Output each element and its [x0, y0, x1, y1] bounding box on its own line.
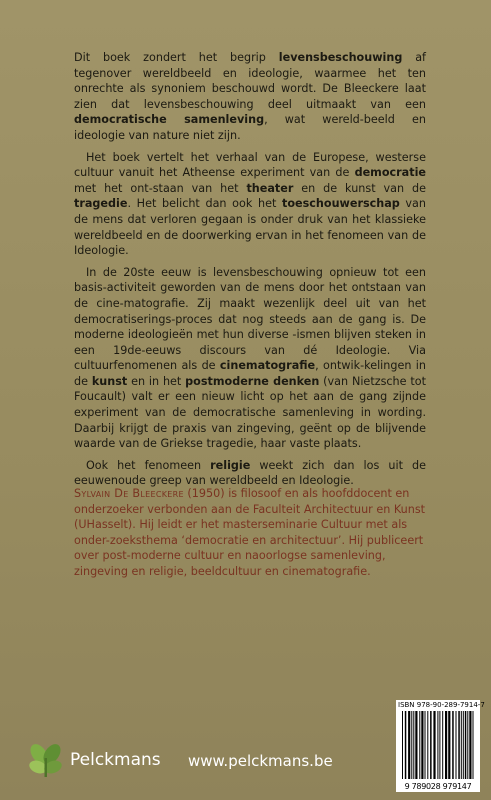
emphasis-term: tragedie	[74, 197, 128, 211]
author-bio	[74, 486, 426, 580]
isbn-number: ISBN 978-90-289-7914-7	[398, 701, 485, 709]
publisher-url[interactable]: www.pelckmans.be	[188, 752, 333, 770]
emphasis-term: levensbeschouwing	[278, 51, 403, 64]
text-run: In de 20ste eeuw is levensbeschouwing opnieuw tot een basis-activiteit geworden van de mens door het ontstaan van de cine-matografie. Zij maakt wezenlijk deel uit van het democratiserings-proces dat nog steeds aan de gang is. De moderne ideologieën met hun diverse -ismen blijven steken in een 19de-eeuws discours van dé Ideologie. Via cultuurfenomenen als de	[74, 265, 426, 373]
text-run: , wat wereld-beeld en ideologie van nature niet zijn.	[74, 113, 426, 142]
publisher-name: Pelckmans	[70, 750, 161, 770]
isbn-barcode	[396, 700, 485, 792]
text-run: (van Nietzsche tot Foucault) valt er een nieuw licht op het aan de gang zijnde experiment van de democratische samenleving in wording. Daarbij krijgt de praxis van zingeving, geënt op de blijvende waarde van de Griekse tragedie, haar vaste plaats.	[74, 374, 426, 451]
description-paragraph-3	[74, 265, 426, 452]
text-run: Ook het fenomeen	[86, 458, 211, 472]
emphasis-term: democratie	[354, 166, 426, 180]
description-paragraph-4	[74, 458, 426, 489]
author-bio-text: (1950) is filosoof en als hoofddocent en onderzoeker verbonden aan de Faculteit Architectuur en Kunst (UHasselt). Hij leidt er het masterseminarie Cultuur met als onder-zoeksthema ‘democratie en architectuur’. Hij publiceert over post-moderne cultuur en naoorlogse samenleving, zingeving en religie, beeldcultuur en cinematografie.	[74, 487, 426, 578]
emphasis-term: kunst	[91, 374, 128, 388]
book-description	[74, 50, 426, 495]
barcode-digits: 9 789028 979147	[404, 782, 472, 791]
text-run: . Het belicht dan ook het	[127, 197, 282, 211]
text-run: en in het	[127, 374, 186, 388]
text-run: van de mens dat verloren gegaan is onder druk van het klassieke wereldbeeld en de doorwerking ervan in het fenomeen van de Ideologie.	[74, 197, 426, 258]
emphasis-term: religie	[210, 458, 251, 472]
emphasis-term: cinematografie	[219, 359, 316, 373]
text-run: Het boek vertelt het verhaal van de Europese, westerse cultuur vanuit het Atheense experiment van de	[74, 150, 426, 180]
emphasis-term: democratische samenleving	[74, 113, 265, 127]
text-run: , ontwik-kelingen in de	[74, 359, 426, 388]
description-paragraph-2	[74, 150, 426, 259]
description-paragraph-1	[74, 50, 426, 144]
text-run: af tegenover wereldbeeld en ideologie, waarmee het ten onrechte als synoniem beschouwd wordt. De Bleeckere laat zien dat levensbeschouwing deel uitmaakt van een	[74, 51, 426, 111]
text-run: met het ont-staan van het	[74, 181, 247, 195]
emphasis-term: toeschouwerschap	[282, 197, 400, 211]
text-run: en de kunst van de	[293, 181, 426, 195]
publisher-logo	[26, 742, 176, 778]
emphasis-term: postmoderne denken	[185, 374, 320, 388]
text-run: Dit boek zondert het begrip	[74, 51, 279, 64]
text-run: weekt zich dan los uit de eeuwenoude greep van wereldbeeld en Ideologie.	[74, 458, 426, 488]
leaf-icon	[26, 742, 66, 778]
author-name: Sylvain De Bleeckere	[74, 487, 184, 500]
barcode-bars	[396, 700, 485, 792]
emphasis-term: theater	[246, 181, 294, 195]
